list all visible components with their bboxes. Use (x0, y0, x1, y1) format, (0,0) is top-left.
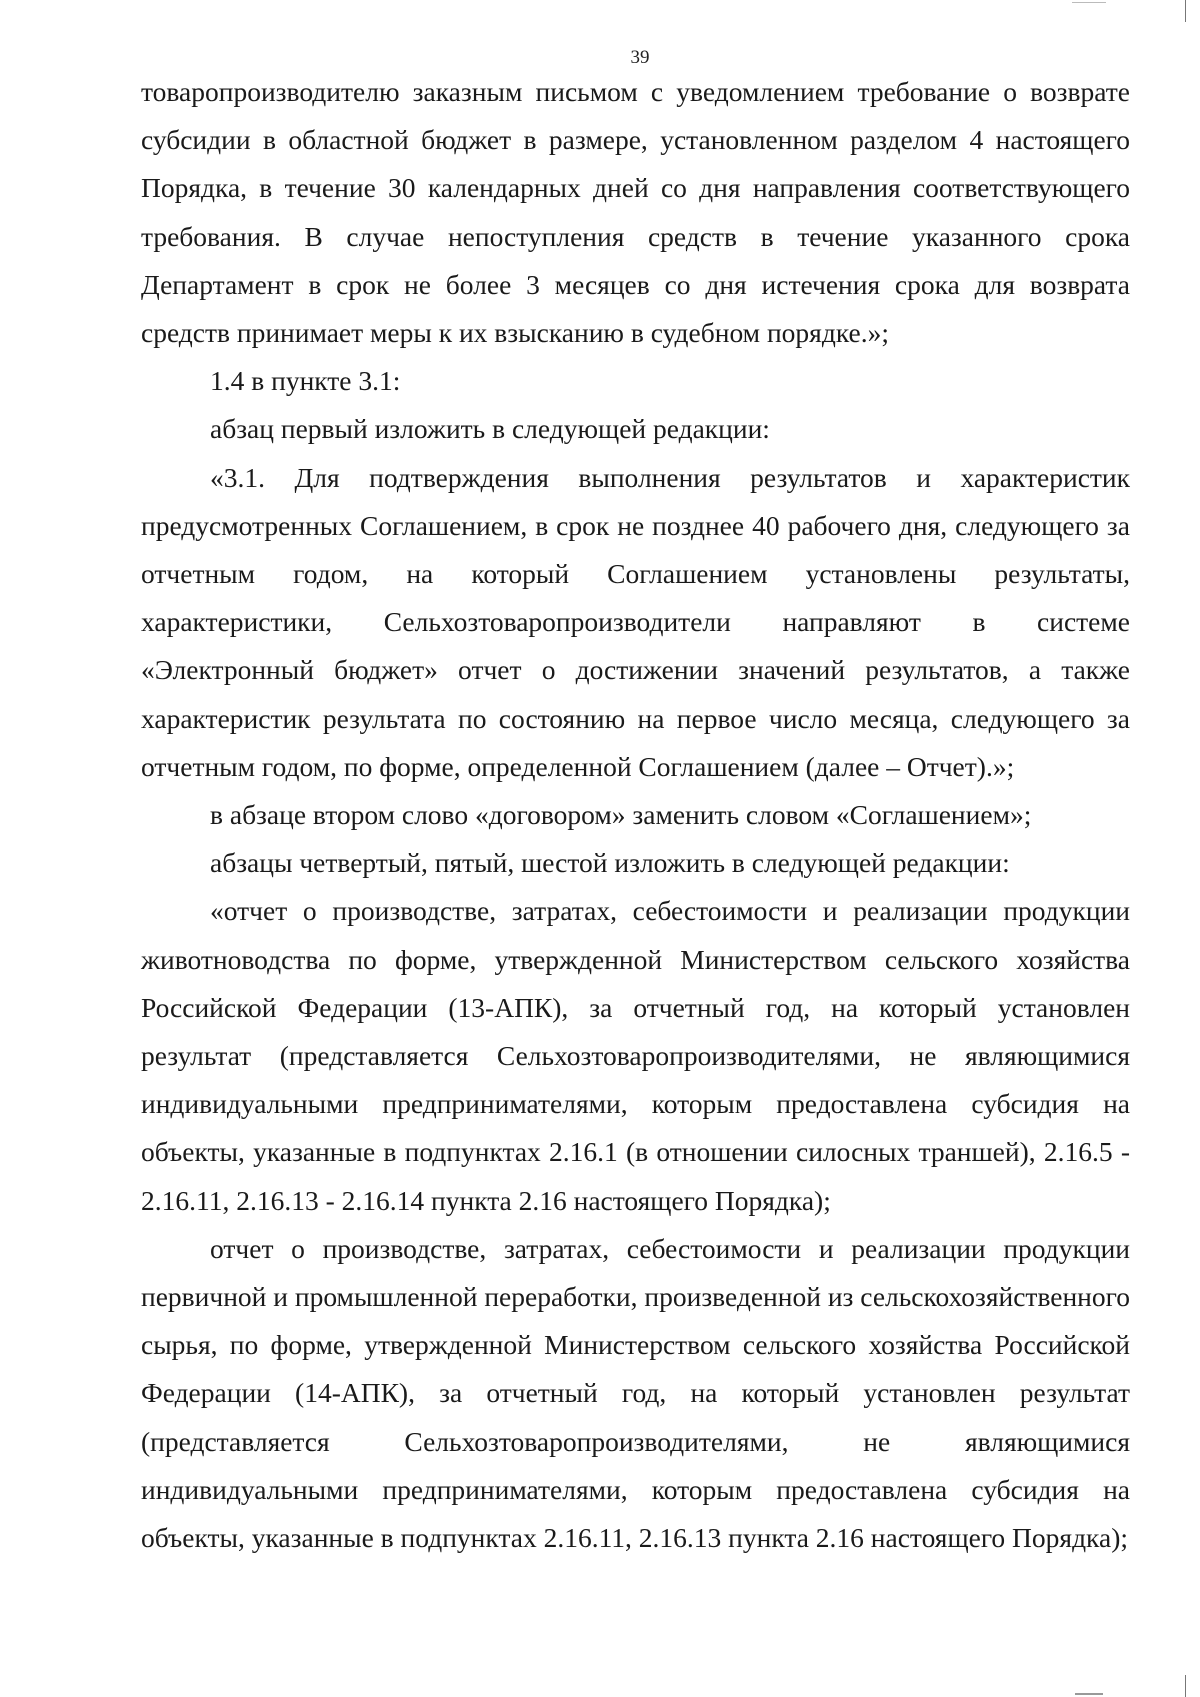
page-number: 39 (630, 47, 650, 68)
document-body (141, 68, 1130, 1562)
scan-mark-bottom-right-dash (1075, 1693, 1103, 1695)
paragraph-continuation: товаропроизводителю заказным письмом с уведомлением требование о возврате субсидии в областной бюджет в размере, установленном разделом 4 настоящего Порядка, в течение 30 календарных дней со дня направления соответствующего требования. В случае непоступления средств в течение указанного срока Департамент в срок не более 3 месяцев со дня истечения срока для возврата средств принимает меры к их взысканию в судебном порядке.»; (141, 76, 1130, 349)
paragraph-abzacs-4-6: абзацы четвертый, пятый, шестой изложить в следующей редакции: (210, 847, 1010, 879)
paragraph-report-14-apk: отчет о производстве, затратах, себестоимости и реализации продукции первичной и промышленной переработки, произведенной из сельскохозяйственного сырья, по форме, утвержденной Министерством сельского хозяйства Российской Федерации (14-АПК), за отчетный год, на который установлен результат (представляется Сельхозтоваропроизводителями, не являющимися индивидуальными предпринимателями, которым предоставлена субсидия на объекты, указанные в подпунктах 2.16.11, 2.16.13 пункта 2.16 настоящего Порядка); (141, 1232, 1130, 1554)
paragraph-report-13-apk: «отчет о производстве, затратах, себестоимости и реализации продукции животноводства по форме, утвержденной Министерством сельского хозяйства Российской Федерации (13-АПК), за отчетный год, на который установлен результат (представляется Сельхозтоваропроизводителями, не являющимися индивидуальными предпринимателями, которым предоставлена субсидия на объекты, указанные в подпунктах 2.16.1 (в отношении силосных траншей), 2.16.5 - 2.16.11, 2.16.13 - 2.16.14 пункта 2.16 настоящего Порядка); (141, 895, 1130, 1216)
scan-mark-top-right (1185, 0, 1186, 22)
paragraph-3-1-quote: «3.1. Для подтверждения выполнения результатов и характеристик предусмотренных Соглашением, в срок не позднее 40 рабочего дня, следующего за отчетным годом, на который Соглашением установлены результаты, характеристики, Сельхозтоваропроизводители направляют в системе «Электронный бюджет» отчет о достижении значений результатов, а также характеристик результата по состоянию на первое число месяца, следующего за отчетным годом, по форме, определенной Соглашением (далее – Отчет).»; (141, 461, 1130, 782)
paragraph-item-1-4: 1.4 в пункте 3.1: (210, 365, 401, 397)
scan-mark-bottom-right (1185, 1675, 1186, 1697)
paragraph-first-abzac: абзац первый изложить в следующей редакции: (210, 413, 770, 445)
paragraph-second-abzac: в абзаце втором слово «договором» заменить словом «Соглашением»; (210, 799, 1032, 831)
scan-mark-top-right-dash (1072, 2, 1106, 3)
